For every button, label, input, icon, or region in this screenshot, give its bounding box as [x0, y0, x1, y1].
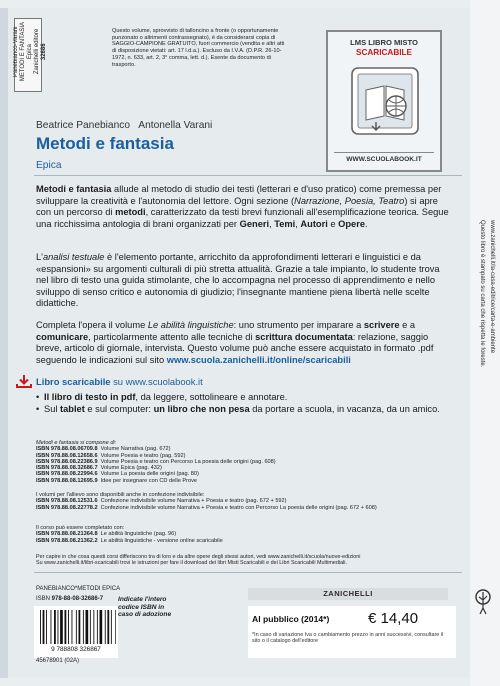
sticker-line: METODI E FANTASIA [20, 22, 26, 82]
lms-badge [326, 30, 442, 172]
publisher-name: ZANICHELLI [248, 588, 448, 600]
text-run: è l'elemento portante, arricchito da approfondimenti letterari e linguistici e da «espansioni» su argomenti culturali di più stretta attualità. Grazie a tale impianto, lo studente trova nel libro di testo una guida stimolante, che lo accompagna nel processo di apprendimento e nello sviluppo di senso critico e autonomia di giudizio; l'insegnante mantiene piena libertà nelle scelte didattiche. [36, 252, 440, 309]
footnotes [36, 554, 456, 566]
book-title: Metodi e fantasia [36, 134, 174, 153]
isbn-row [36, 478, 456, 484]
spine-strip [0, 8, 8, 678]
isbn-code: ISBN 978.88.08.22778.2 [36, 504, 98, 511]
composition-intro: Metodi e fantasia si compone di: [36, 440, 117, 446]
text-run: Le abilità linguistiche [147, 320, 234, 330]
divider [34, 572, 462, 573]
text-run: e sul computer: [84, 403, 154, 414]
sample-copy-note: Questo volume, sprovvisto di talloncino a fronte (o opportunamente punzonato o altrimenti contrassegnato), è da considerarsi copia di SAGGIO-CAMPIONE GRATUITO, fuori commercio (vendita e altri atti di disposizione vietati: art. 17 l.d.a.). Escluso da I.V.A. (D.P.R. 26-10-1972, n. 633, art. 2, 3° comma, lett. d.). Esente da documento di trasporto. [112, 28, 285, 68]
text-run: , da leggere, sottolineare e annotare. [135, 392, 288, 402]
barcode-bar [60, 610, 63, 644]
author-name: Antonella Varani [138, 120, 213, 131]
isbn-code: ISBN 978.88.08.21364.8 [36, 531, 98, 538]
price-value: € 14,40 [368, 610, 419, 627]
barcode-bar [65, 610, 67, 644]
barcode-bar [46, 610, 47, 644]
text-run: Sul [44, 403, 61, 414]
text-run: e a [399, 320, 416, 330]
isbn-code: ISBN 978.88.08.22386.9 [36, 458, 98, 465]
barcode-bar [97, 610, 98, 644]
combined-list [36, 492, 456, 511]
price-label: Al pubblico (2014*) [252, 614, 330, 624]
text-run: , particolarmente attento alle tecniche di [88, 331, 256, 342]
lms-title: LMS LIBRO MISTO [350, 38, 418, 47]
text-run: Generi [239, 218, 270, 229]
text-run: Il libro di testo in pdf [44, 392, 136, 402]
book-subtitle: Epica [36, 160, 62, 171]
text-run: comunicare [36, 331, 89, 342]
barcode-bar [72, 610, 73, 644]
price-note: *In caso di variazione Iva o cambiamento prezzo in anni successivi, consultare il sito o il catalogo dell'editore [252, 632, 444, 645]
barcode-bar [54, 610, 56, 644]
tree-logo-icon [474, 588, 492, 616]
description-paragraph-2 [36, 252, 450, 310]
text-run: Narrazione, Poesia, Teatro [294, 195, 405, 206]
barcode-bar [115, 610, 116, 644]
isbn-row [36, 538, 456, 544]
eco-url: www.zanichelli.it/la-casa-editrice/carta-e-ambiente [489, 220, 495, 354]
bullet-item [36, 404, 456, 416]
tablet-book-icon [346, 62, 424, 140]
barcode-bar [111, 610, 112, 644]
isbn-code: ISBN 978.88.08.12531.6 [36, 498, 98, 505]
isbn-description: Le abilità linguistiche (pag. 96) [100, 531, 177, 538]
author-name: Beatrice Panebianco [36, 120, 131, 131]
text-run: , [295, 218, 301, 229]
isbn-code: ISBN 978.88.08.12658.6 [36, 452, 98, 459]
barcode-bar [100, 610, 103, 644]
text-run: Completa l'opera il volume [36, 320, 148, 330]
text-run: . [365, 218, 368, 229]
isbn-description: Volume La poesia delle origini (pag. 80) [100, 471, 199, 478]
isbn-description: Volume Epica (pag. 432) [100, 465, 162, 472]
barcode-bar [105, 610, 106, 644]
text-run: Temi [274, 218, 296, 229]
composition-rows [36, 446, 456, 484]
lms-url: WWW.SCUOLABOOK.IT [346, 156, 422, 163]
text-run: , caratterizzato da testi brevi funzionali all'esemplificazione teorica. [145, 207, 420, 218]
text-run: www.scuola.zanichelli.it/online/scaricabili [166, 354, 351, 365]
text-run: e [327, 218, 339, 229]
text-run: ) si apre con un percorso di [36, 195, 438, 218]
isbn-code: ISBN 978.88.08.32686.7 [36, 465, 98, 472]
lms-subtitle: SCARICABILE [356, 48, 412, 57]
bullet-item [36, 392, 456, 404]
sticker-line: Panebianco-Varani [13, 26, 19, 77]
isbn-code: ISBN 978.88.08.21362.2 [36, 537, 98, 544]
isbn-description: Volume Narrativa (pag. 672) [100, 446, 171, 453]
barcode-bar [76, 610, 77, 644]
footnote-line: Per capire in che cosa questi corsi differiscono tra di loro e da altre opere degli stessi autori, vedi www.zanichelli.it/scuola/nuove-edizioni [36, 554, 361, 560]
footnote-line: Su www.zanichelli.it/libri-scaricabili trovi le istruzioni per fare il download dei libri Misti Scaricabili e dei Libri Scaricabili Multimediali. [36, 560, 347, 566]
barcode-bar [79, 610, 81, 644]
isbn-instruction: Indicate l'intero codice ISBN in caso di adozione [118, 596, 172, 619]
text-run: L' [36, 252, 43, 262]
isbn-code: ISBN 978.88.08.06709.8 [36, 446, 98, 453]
isbn-value: 978-88-08-32686-7 [51, 596, 104, 602]
isbn-prefix: ISBN [36, 596, 52, 602]
barcode-bar [51, 610, 52, 644]
text-run: Metodi e fantasia [36, 184, 112, 194]
completion-rows [36, 531, 456, 544]
text-run: metodi [115, 207, 146, 218]
text-run: un libro che non pesa [153, 403, 250, 414]
sticker-code: 32686 [41, 43, 47, 60]
product-code-label: PANEBIANCO*METODI EPICA [36, 586, 121, 592]
barcode-bar [107, 610, 109, 644]
divider [34, 175, 462, 176]
text-run: Autori [300, 218, 328, 229]
download-title-strong: Libro scaricabile [36, 376, 111, 387]
download-title [36, 376, 203, 387]
isbn-code: ISBN 978.88.08.22994.6 [36, 471, 98, 478]
isbn-description: Idee per insegnare con CD delle Prove [100, 477, 197, 484]
isbn-code: ISBN 978.88.08.12695.9 [36, 477, 98, 484]
isbn-description: Volume Poesia e teatro con Percorso La poesia delle origini (pag. 608) [100, 458, 276, 465]
sticker-line: Epica [27, 44, 33, 60]
download-title-rest: su www.scuolabook.it [110, 376, 203, 387]
text-run: : relazione, saggio breve, articolo di giornale, intervista. Questo volume può anche essere acquistato in formato .pdf seguendo le indicazioni sul sito [36, 331, 434, 365]
combined-rows [36, 498, 456, 511]
isbn-description: Volume Poesia e teatro (pag. 592) [100, 452, 186, 459]
lms-divider [334, 152, 434, 153]
text-run: Opere [338, 218, 366, 229]
barcode-bar [86, 610, 89, 644]
text-run: scrivere [363, 320, 400, 330]
barcode-bar [90, 610, 91, 644]
description-paragraph-3 [36, 320, 450, 366]
isbn-row [36, 505, 456, 511]
download-icon [16, 374, 32, 388]
combined-intro: I volumi per l'allievo sono disponibili anche in confezione indivisibile: [36, 492, 205, 498]
print-code: 45678901 (02A) [36, 658, 80, 664]
barcode-bar [68, 610, 69, 644]
text-run: scrittura documentata [255, 331, 353, 342]
sticker-line: Zanichelli editore [34, 28, 40, 75]
isbn-line [36, 596, 103, 602]
barcode-bar [93, 610, 94, 644]
barcode-bar [83, 610, 84, 644]
text-run: Segue una ricchissima antologia di brani organizzati per [36, 207, 449, 229]
authors [36, 120, 218, 131]
barcode-bar [43, 610, 45, 644]
sticker-text [13, 22, 47, 82]
barcode-bar [40, 610, 41, 644]
price-sticker [248, 606, 456, 658]
text-run: Ogni sezione ( [231, 195, 295, 206]
isbn-description: Confezione indivisibile volume Narrativa + Poesia e teatro con Percorso La poesia delle origini (pag. 672 + 608) [100, 504, 377, 511]
text-run: : uno strumento per imparare a [233, 320, 364, 330]
download-bullets [36, 392, 456, 415]
completion-intro: Il corso può essere completato con: [36, 525, 125, 531]
eco-note: Questo libro è stampato su carta che rispetta le foreste. [479, 220, 485, 368]
text-run: , [269, 218, 275, 229]
barcode-bar [58, 610, 59, 644]
completion-list [36, 525, 456, 544]
isbn-description: Confezione indivisibile volume Narrativa + Poesia e teatro (pag. 672 + 592) [100, 498, 287, 505]
text-run: analisi testuale [42, 252, 105, 262]
barcode [40, 610, 116, 644]
barcode-number: 9 788808 326867 [51, 646, 101, 653]
text-run: allude al metodo di studio dei testi (letterari e d'uso pratico) come premessa per sviluppare la creatività e l'autonomia del lettore. [36, 184, 442, 206]
description-paragraph-1 [36, 184, 450, 230]
text-run: tablet [60, 403, 85, 414]
isbn-description: Le abilità linguistiche - versione online scaricabile [100, 537, 223, 544]
text-run: da portare a scuola, in vacanza, da un amico. [249, 403, 440, 414]
composition-list [36, 440, 456, 484]
